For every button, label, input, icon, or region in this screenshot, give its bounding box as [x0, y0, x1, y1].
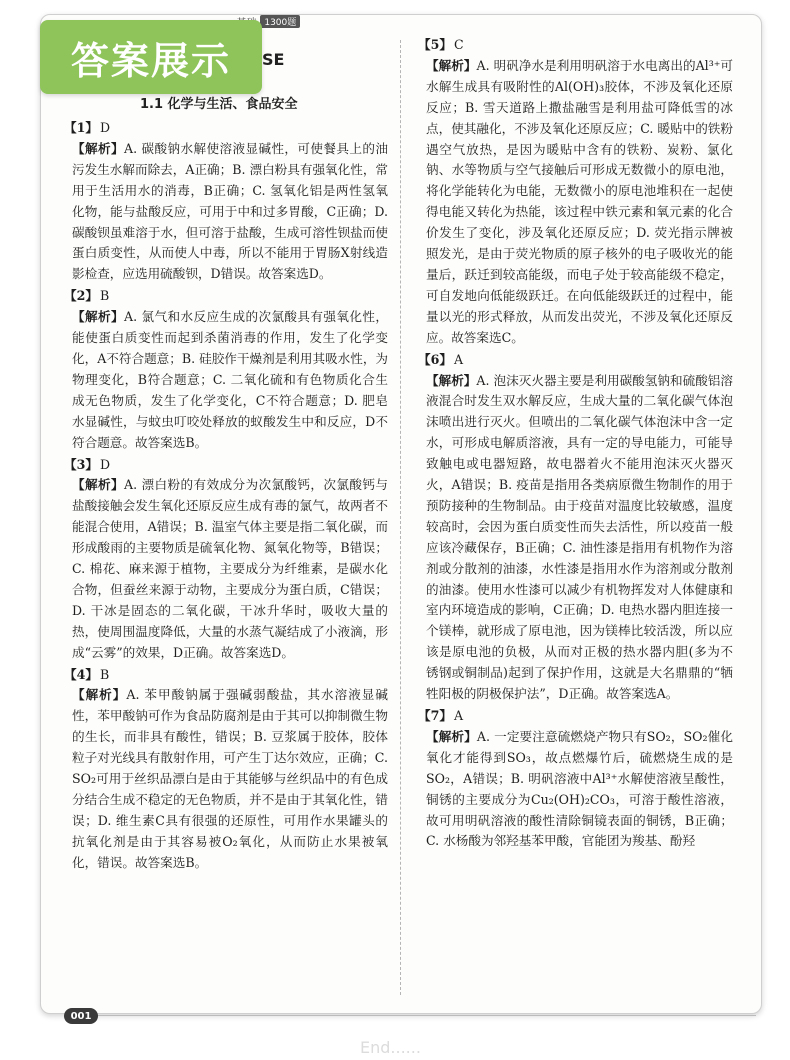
- analysis-label: 【解析】: [426, 372, 477, 388]
- question-block: [418, 35, 733, 349]
- analysis-label: 【解析】: [72, 687, 127, 703]
- question-answer: A: [453, 351, 464, 367]
- page-number: 001: [64, 1008, 98, 1024]
- right-column: [418, 35, 733, 853]
- footer-rule: [96, 1015, 756, 1016]
- analysis-body: A. 一定要注意硫燃烧产物只有SO₂，SO₂催化氧化才能得到SO₃，故点燃爆竹后，硫燃烧生成的是SO₂，A错误；B. 明矾溶液中Al³⁺水解使溶液呈酸性，铜锈的主要成分为Cu₂(OH)₂CO₃，可溶于酸性溶液，故可用明矾溶液的酸性清除铜镜表面的铜锈，B正确；C. 水杨酸为邻羟基苯甲酸，官能团为羧基、酚羟: [426, 728, 733, 849]
- question-answer: D: [99, 120, 111, 135]
- analysis-body: A. 氯气和水反应生成的次氯酸具有强氧化性，能使蛋白质变性而起到杀菌消毒的作用，发生了化学变化，A不符合题意；B. 硅胶作干燥剂是利用其吸水性，为物理变化，B符合题意；C. 二氧化硫和有色物质化合生成无色物质，发生了化学变化，C不符合题意；D. 肥皂水显碱性，与蚊虫叮咬处释放的蚁酸发生中和反应，D不符合题意。故答案选B。: [72, 309, 389, 450]
- question-heading: [418, 350, 733, 371]
- question-answer: B: [99, 288, 110, 304]
- analysis-text: [64, 685, 388, 873]
- question-heading: [64, 118, 388, 139]
- question-block: [64, 118, 388, 285]
- analysis-body: A. 明矾净水是利用明矾溶于水电离出的Al³⁺可水解生成具有吸附性的Al(OH)₃胶体，不涉及氧化还原反应；B. 雪天道路上撒盐融雪是利用盐可降低雪的冰点，使其融化，不涉及氧化还原反应；C. 暖贴中的铁粉遇空气放热，是因为暖贴中含有的铁粉、炭粉、氯化钠、水等物质与空气接触后可形成无数微小的原电池，将化学能转化为电能，无数微小的原电池堆积在一起使得电能又转化为热能，该过程中铁元素和氧元素的化合价发生了变化，涉及氧化还原反应；D. 荧光指示牌被照发光，是由于荧光物质的原子核外的电子吸收光的能量后，跃迁到较高能级，而电子处于较高能级不稳定，可自发地向低能级跃迁。在向低能级跃迁的过程中，能量以光的形式释放，从而发出荧光，不涉及氧化还原反应。故答案选C。: [426, 57, 734, 345]
- analysis-label: 【解析】: [72, 140, 124, 156]
- question-number: 【4】: [64, 666, 98, 682]
- analysis-body: A. 碳酸钠水解使溶液显碱性，可使餐具上的油污发生水解而除去，A正确；B. 漂白粉具有强氧化性，常用于生活用水的消毒，B正确；C. 氢氧化铝是两性氢氧化物，能与盐酸反应，可用于中和过多胃酸，C正确；D. 碳酸钡虽难溶于水，但可溶于盐酸，生成可溶性钡盐而使蛋白质变性，从而使人中毒，所以不能用于胃肠X射线造影检查，应选用硫酸钡，D错误。故答案选D。: [72, 140, 389, 282]
- question-answer: B: [99, 666, 110, 682]
- section-title: 1.1 化学与生活、食品安全: [140, 97, 298, 112]
- question-block: [64, 455, 388, 664]
- question-number: 【6】: [418, 351, 452, 367]
- analysis-body: A. 苯甲酸钠属于强碱弱酸盐，其水溶液显碱性，苯甲酸钠可作为食品防腐剂是由于其可以抑制微生物的生长，而非具有酸性，错误；B. 豆浆属于胶体，胶体粒子对光线具有散射作用，可产生丁达尔效应，正确；C. SO₂可用于丝织品漂白是由于其能够与丝织品中的有色成分结合生成不稳定的无色物质，并不是由于其氧化性，错误；D. 维生素C具有很强的还原性，可用作水果罐头的抗氧化剂是由于其容易被O₂氧化，从而防止水果被氧化，错误。故答案选B。: [72, 687, 388, 870]
- analysis-text: [64, 307, 388, 453]
- question-heading: [64, 665, 388, 686]
- question-heading: [64, 286, 388, 307]
- question-number: 【1】: [64, 120, 98, 135]
- question-block: [418, 706, 733, 852]
- analysis-label: 【解析】: [72, 477, 124, 493]
- analysis-label: 【解析】: [72, 309, 124, 325]
- chapter-tag: SE: [262, 50, 285, 69]
- question-answer: A: [453, 708, 464, 723]
- analysis-text: [64, 475, 388, 663]
- question-number: 【7】: [418, 708, 452, 723]
- analysis-text: [64, 139, 388, 285]
- question-number: 【2】: [64, 288, 98, 304]
- question-block: [64, 286, 388, 453]
- question-answer: C: [453, 37, 464, 52]
- question-heading: [418, 35, 733, 56]
- answer-display-banner: 答案展示: [40, 20, 262, 94]
- question-number: 【5】: [418, 37, 452, 52]
- question-number: 【3】: [64, 456, 98, 472]
- analysis-label: 【解析】: [426, 57, 477, 73]
- analysis-body: A. 漂白粉的有效成分为次氯酸钙，次氯酸钙与盐酸接触会发生氧化还原反应生成有毒的氯气，故两者不能混合使用，A错误；B. 温室气体主要是指二氧化碳，而形成酸雨的主要物质是硫氧化物、氮氧化物等，B错误；C. 棉花、麻来源于植物，主要成分为纤维素，是碳水化合物，但蚕丝来源于动物，主要成分为蛋白质，C错误；D. 干冰是固态的二氧化碳，干冰升华时，吸收大量的热，使周围温度降低，大量的水蒸气凝结成了小液滴，形成“云雾”的效果，D正确。故答案选D。: [72, 477, 389, 660]
- left-column: [64, 118, 388, 875]
- analysis-text: [418, 56, 733, 349]
- analysis-label: 【解析】: [426, 728, 477, 744]
- question-count-badge: 1300题: [260, 15, 300, 28]
- analysis-body: A. 泡沫灭火器主要是利用碳酸氢钠和硫酸铝溶液混合时发生双水解反应，生成大量的二氧化碳气体泡沫喷出进行灭火。但喷出的二氧化碳气体泡沫中含一定水，可形成电解质溶液，具有一定的导电能力，可能导致触电或电器短路，故电器着火不能用泡沫灭火器灭火，A错误；B. 疫苗是指用各类病原微生物制作的用于预防接种的生物制品。由于疫苗对温度比较敏感，温度较高时，会因为蛋白质变性而失去活性，所以疫苗一般应该冷藏保存，B正确；C. 油性漆是指用有机物作为溶剂或分散剂的油漆，水性漆是指用水作为溶剂或分散剂的油漆。使用水性漆可以减少有机物挥发对人体健康和室内环境造成的影响，C正确；D. 电热水器内胆连接一个镁棒，就形成了原电池，因为镁棒比较活泼，所以应该是原电池的负极，从而对正极的热水器内胆(多为不锈钢或铜制品)起到了保护作用，这就是大名鼎鼎的“牺牲阳极的阴极保护法”，D正确。故答案选A。: [426, 372, 733, 702]
- analysis-text: [418, 371, 733, 706]
- question-block: [418, 350, 733, 705]
- question-answer: D: [99, 456, 111, 472]
- column-divider: [400, 40, 401, 995]
- analysis-text: [418, 727, 733, 852]
- end-caption: End......: [360, 1038, 421, 1057]
- question-block: [64, 665, 388, 874]
- question-heading: [64, 455, 388, 476]
- question-heading: [418, 706, 733, 727]
